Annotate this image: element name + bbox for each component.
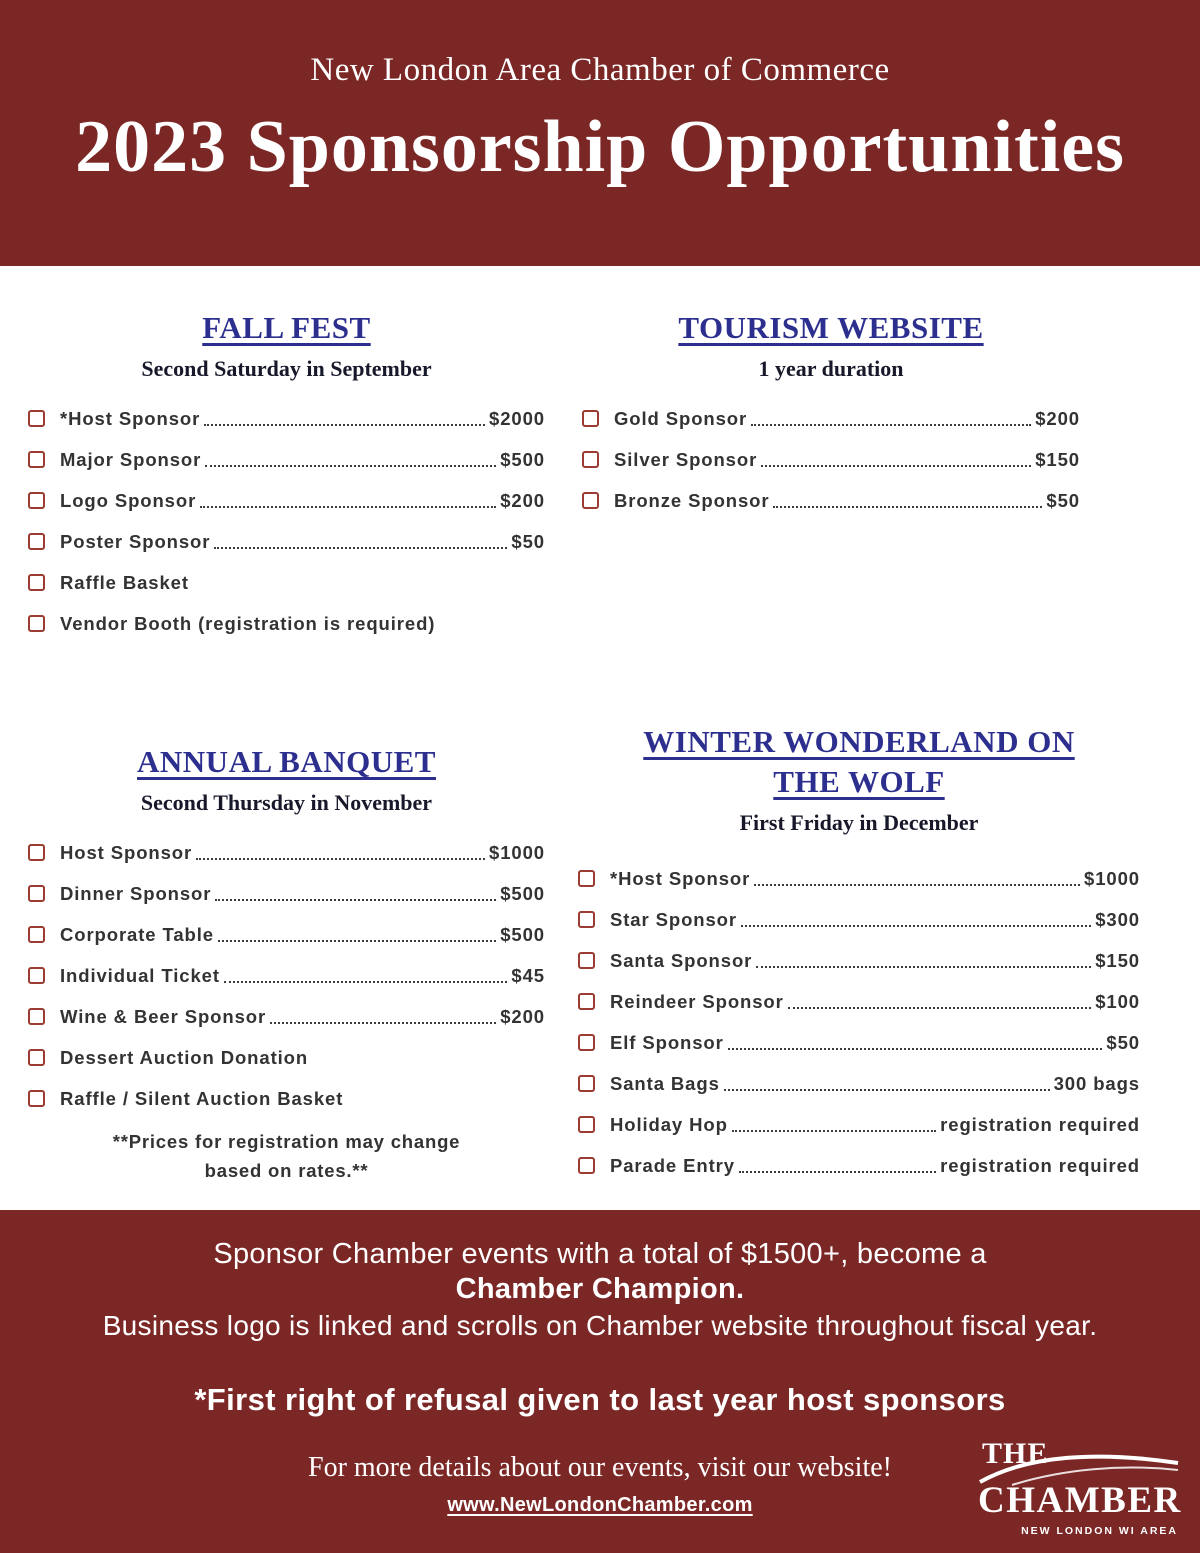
sponsor-price: $500 [500,448,545,470]
checkbox[interactable] [578,1034,595,1051]
details-text: For more details about our events, visit our website! [308,1452,892,1483]
checkbox[interactable] [578,952,595,969]
sponsor-item [578,1063,1140,1104]
sponsor-label: Silver Sponsor [614,448,758,470]
dotted-leader [751,424,1031,426]
checkbox[interactable] [578,870,595,887]
dotted-leader [270,1022,496,1024]
sponsor-item [28,439,545,480]
sponsor-price: $200 [500,1005,545,1027]
section-title-line2: THE WOLF [773,764,945,799]
sponsor-label: Major Sponsor [60,448,202,470]
section-subtitle: Second Thursday in November [140,790,433,815]
sponsor-item [578,940,1140,981]
champion-benefit-text: Business logo is linked and scrolls on Chamber website throughout fiscal year. [102,1310,1098,1341]
sponsor-price: $50 [1046,489,1080,511]
sponsor-price: registration required [940,1154,1140,1176]
chamber-logo [978,1437,1180,1545]
section-title: TOURISM WEBSITE [678,310,984,345]
dotted-leader [754,884,1080,886]
sponsor-label: Gold Sponsor [614,407,748,429]
sponsor-item [578,858,1140,899]
logo-tagline-text: NEW LONDON WI AREA [1021,1525,1178,1537]
checkbox[interactable] [578,1157,595,1174]
dotted-leader [205,465,496,467]
sponsor-label: Bronze Sponsor [614,489,770,511]
checkbox[interactable] [28,926,45,943]
sponsor-label: Dessert Auction Donation [60,1046,309,1068]
sponsor-item [578,981,1140,1022]
section-annual-banquet [28,742,545,1185]
sponsor-label: *Host Sponsor [610,867,751,889]
dotted-leader [732,1130,936,1132]
sponsor-item [28,1037,545,1078]
section-winter-wonderland [578,722,1140,1186]
sponsor-item [28,996,545,1037]
checkbox[interactable] [28,1049,45,1066]
sponsor-label: Parade Entry [610,1154,735,1176]
header-band [0,0,1200,266]
checkbox[interactable] [578,1116,595,1133]
dotted-leader [773,506,1042,508]
sponsor-item [578,1022,1140,1063]
sponsor-item [28,521,545,562]
sponsor-label: Wine & Beer Sponsor [60,1005,267,1027]
dotted-leader [204,424,485,426]
dotted-leader [724,1089,1050,1091]
sponsor-item [582,439,1080,480]
checkbox[interactable] [578,1075,595,1092]
sponsor-price: $50 [1106,1031,1140,1053]
dotted-leader [224,981,508,983]
sponsor-price: 300 bags [1053,1072,1140,1094]
checkbox[interactable] [28,885,45,902]
dotted-leader [215,899,496,901]
sponsor-price: $1000 [489,841,545,863]
sponsor-price: $45 [511,964,545,986]
sponsor-item [28,873,545,914]
dotted-leader [214,547,507,549]
section-fall-fest [28,308,545,644]
dotted-leader [756,966,1091,968]
sponsor-label: Santa Bags [610,1072,720,1094]
pricing-note-line1: **Prices for registration may change [112,1131,461,1152]
dotted-leader [200,506,496,508]
sponsor-item [578,1145,1140,1186]
section-title: ANNUAL BANQUET [137,744,436,779]
champion-title-text: Chamber Champion. [455,1273,745,1305]
sponsor-price: $1000 [1084,867,1140,889]
section-title: FALL FEST [202,310,371,345]
section-subtitle: 1 year duration [758,356,904,381]
logo-chamber-text: CHAMBER [978,1480,1182,1521]
champion-intro-text: Sponsor Chamber events with a total of $1500+, become a [213,1238,987,1270]
sponsor-price: registration required [940,1113,1140,1135]
sponsor-item [28,398,545,439]
sponsor-item [578,1104,1140,1145]
sponsor-label: Corporate Table [60,923,214,945]
checkbox[interactable] [28,1008,45,1025]
sponsor-item [578,899,1140,940]
sponsor-label: Dinner Sponsor [60,882,212,904]
sponsor-item [582,398,1080,439]
dotted-leader [218,940,496,942]
checkbox[interactable] [578,993,595,1010]
sponsor-label: Vendor Booth (registration is required) [60,612,436,634]
sponsor-item [28,562,545,603]
dotted-leader [788,1007,1091,1009]
sponsor-item [28,832,545,873]
sponsor-label: Reindeer Sponsor [610,990,784,1012]
checkbox[interactable] [28,410,45,427]
sponsor-label: Star Sponsor [610,908,737,930]
checkbox[interactable] [28,615,45,632]
checkbox[interactable] [28,451,45,468]
checkbox[interactable] [578,911,595,928]
sponsor-item [28,1078,545,1119]
checkbox[interactable] [28,492,45,509]
checkbox[interactable] [582,492,599,509]
sponsor-list [582,398,1080,521]
sponsor-list [578,858,1140,1186]
checkbox[interactable] [582,410,599,427]
sponsor-price: $100 [1095,990,1140,1012]
refusal-note: *First right of refusal given to last year host sponsors [194,1382,1006,1417]
sponsor-item [28,480,545,521]
checkbox[interactable] [28,1090,45,1107]
sponsor-list [28,832,545,1119]
sponsor-label: Santa Sponsor [610,949,753,971]
sponsor-label: Individual Ticket [60,964,220,986]
sponsor-price: $500 [500,882,545,904]
page-title: 2023 Sponsorship Opportunities [75,106,1125,188]
checkbox[interactable] [28,574,45,591]
sponsor-label: *Host Sponsor [60,407,201,429]
sponsor-price: $500 [500,923,545,945]
website-link[interactable]: www.NewLondonChamber.com [447,1494,753,1516]
sponsor-price: $300 [1095,908,1140,930]
sponsor-price: $200 [500,489,545,511]
dotted-leader [728,1048,1103,1050]
sponsor-price: $200 [1035,407,1080,429]
sponsor-list [28,398,545,644]
section-title-line1: WINTER WONDERLAND ON [643,724,1075,759]
sponsor-item [28,955,545,996]
sponsor-price: $2000 [489,407,545,429]
sponsor-price: $150 [1095,949,1140,971]
sponsor-item [582,480,1080,521]
dotted-leader [196,858,485,860]
sponsor-label: Logo Sponsor [60,489,197,511]
logo-the-text: THE [982,1437,1049,1470]
sponsor-label: Holiday Hop [610,1113,728,1135]
checkbox[interactable] [28,967,45,984]
dotted-leader [761,465,1031,467]
checkbox[interactable] [28,533,45,550]
pricing-note [28,1127,545,1185]
sponsor-price: $50 [511,530,545,552]
sponsor-label: Raffle Basket [60,571,189,593]
section-subtitle: Second Saturday in September [141,356,432,381]
section-tourism-website [582,308,1080,521]
sponsor-label: Raffle / Silent Auction Basket [60,1087,344,1109]
sponsor-label: Poster Sponsor [60,530,211,552]
sponsor-label: Host Sponsor [60,841,193,863]
sponsor-item [28,603,545,644]
section-subtitle: First Friday in December [739,810,979,835]
dotted-leader [741,925,1091,927]
pricing-note-line2: based on rates.** [204,1160,369,1181]
sponsor-price: $150 [1035,448,1080,470]
sponsor-label: Elf Sponsor [610,1031,724,1053]
sponsor-item [28,914,545,955]
section-title [578,722,1140,802]
checkbox[interactable] [28,844,45,861]
dotted-leader [739,1171,936,1173]
footer-band [0,1210,1200,1553]
checkbox[interactable] [582,451,599,468]
organization-name: New London Area Chamber of Commerce [310,52,890,88]
